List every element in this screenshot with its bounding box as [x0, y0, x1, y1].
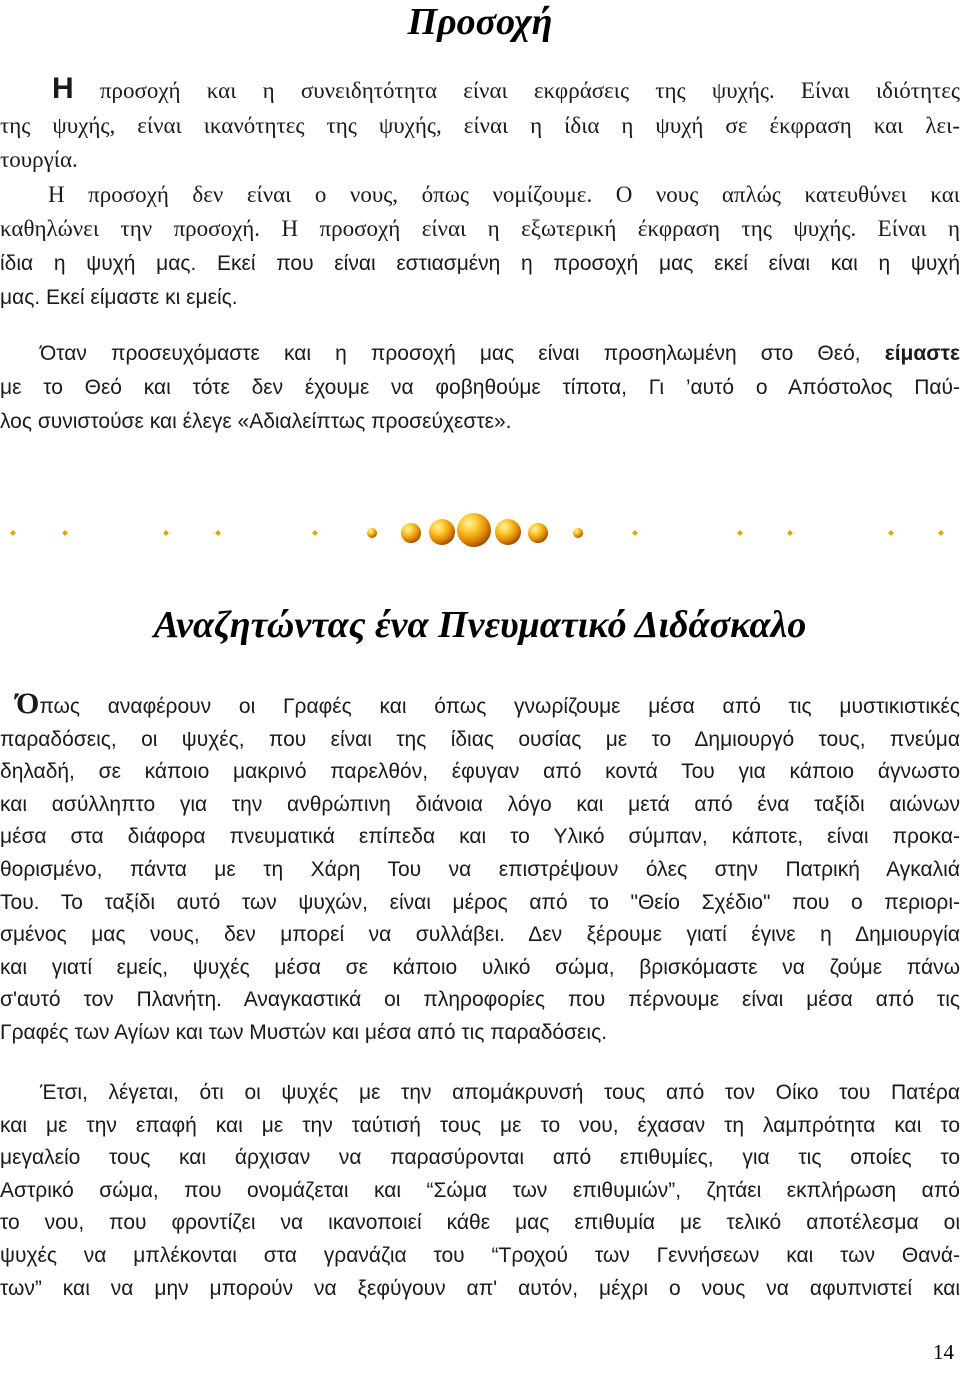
paragraph-spiritual-teacher	[0, 688, 960, 1050]
page-title: Προσοχή	[407, 1, 553, 43]
paragraph-line: με το Θεό και τότε δεν έχουμε να φοβηθούμε τίποτα, Γι ’αυτό ο Απόστολος Παύ-	[0, 376, 960, 399]
paragraph-line: Η προσοχή και η συνειδητότητα είναι εκφράσεις της ψυχής. Είναι ιδιότητες	[52, 72, 960, 105]
bold-word: είμαστε	[884, 342, 960, 365]
gold-dots-divider-icon	[0, 508, 960, 550]
paragraph-line: το νου, που φροντίζει να ικανοποιεί κάθε μας επιθυμία με τελικό αποτέλεσμα οι	[0, 1211, 960, 1235]
paragraph-line: Όπως αναφέρουν οι Γραφές και όπως γνωρίζουμε μέσα από τις μυστικιστικές	[16, 687, 960, 720]
paragraph-line: μέσα στα διάφορα πνευματικά επίπεδα και το Υλικό σύμπαν, κάποτε, είναι προκα-	[0, 825, 960, 849]
paragraph-prayer	[0, 337, 960, 439]
paragraph-line: μας. Εκεί είμαστε κι εμείς.	[0, 286, 238, 309]
paragraph-line: σ'αυτό τον Πλανήτη. Αναγκαστικά οι πληροφορίες που πέρνουμε είναι μέσα από τις	[0, 988, 960, 1012]
paragraph-line: δηλαδή, σε κάποιο μακρινό παρελθόν, έφυγαν από κοντά Του για κάποιο άγνωστο	[0, 760, 960, 784]
paragraph-souls	[0, 1077, 960, 1305]
paragraph-line: ψυχές να μπλέκονται στα γρανάζια του “Τροχού των Γεννήσεων και των Θανά-	[0, 1243, 960, 1267]
paragraph-line: σμένος μας νους, δεν μπορεί να συλλάβει. Δεν ξέρουμε γιατί έγινε η Δημιουργία	[0, 923, 960, 947]
paragraph-line: της ψυχής, είναι ικανότητες της ψυχής, είναι η ίδια η ψυχή σε έκφραση και λει-	[0, 112, 960, 138]
paragraph-line: παραδόσεις, οι ψυχές, που είναι της ίδιας ουσίας με το Δημιουργό τους, πνεύμα	[0, 727, 960, 751]
paragraph-line: και γιατί εμείς, ψυχές μέσα σε κάποιο υλικό σώμα, βρισκόμαστε να ζούμε πάνω	[0, 955, 960, 979]
paragraph-line: τουργία.	[0, 147, 78, 172]
drop-cap: Η	[52, 72, 74, 105]
section-title: Αναζητώντας ένα Πνευματικό Διδάσκαλο	[153, 604, 807, 646]
paragraph-line: Η προσοχή δεν είναι ο νους, όπως νομίζουμε. Ο νους απλώς κατευθύνει και	[48, 181, 960, 207]
paragraph-line: Του. Το ταξίδι αυτό των ψυχών, είναι μέρος από το "Θείο Σχέδιο" που ο περιορι-	[0, 890, 960, 914]
paragraph-line: μεγαλείο τους και άρχισαν να παρασύρονται από επιθυμίες, για τις οποίες το	[0, 1146, 960, 1170]
paragraph-line: και με την επαφή και με την ταύτισή τους με το νου, έχασαν τη λαμπρότητα και το	[0, 1113, 960, 1137]
paragraph-line: Αστρικό σώμα, που ονομάζεται και “Σώμα των επιθυμιών”, ζητάει εκπλήρωση από	[0, 1178, 960, 1202]
drop-cap: Ό	[16, 687, 40, 720]
paragraph-line: Όταν προσευχόμαστε και η προσοχή μας είναι προσηλωμένη στο Θεό, είμαστε	[40, 342, 960, 365]
paragraph-line: θορισμένο, πάντα με τη Χάρη Του να επιστρέψουν όλες στην Πατρική Αγκαλιά	[0, 857, 960, 881]
paragraph-line: λος συνιστούσε και έλεγε «Αδιαλείπτως προσεύχεστε».	[0, 410, 512, 433]
paragraph-line: ίδια η ψυχή μας. Εκεί που είναι εστιασμένη η προσοχή μας εκεί είναι και η ψυχή	[0, 251, 960, 275]
paragraph-line: Γραφές των Αγίων και των Μυστών και μέσα από τις παραδόσεις.	[0, 1020, 608, 1044]
paragraph-line: και ασύλληπτο για την ανθρώπινη διάνοια λόγο και μετά από ένα ταξίδι αιώνων	[0, 792, 960, 816]
paragraph-line: καθηλώνει την προσοχή. Η προσοχή είναι η εξωτερική έκφραση της ψυχής. Είναι η	[0, 216, 960, 241]
page-number: 14	[933, 1340, 954, 1364]
paragraph-line: Έτσι, λέγεται, ότι οι ψυχές με την απομάκρυνσή τους από τον Οίκο του Πατέρα	[40, 1081, 960, 1104]
paragraph-attention	[0, 72, 960, 316]
paragraph-line: των” και να μην μπορούν να ξεφύγουν απ' αυτόν, μέχρι ο νους να αφυπνιστεί και	[0, 1276, 960, 1300]
